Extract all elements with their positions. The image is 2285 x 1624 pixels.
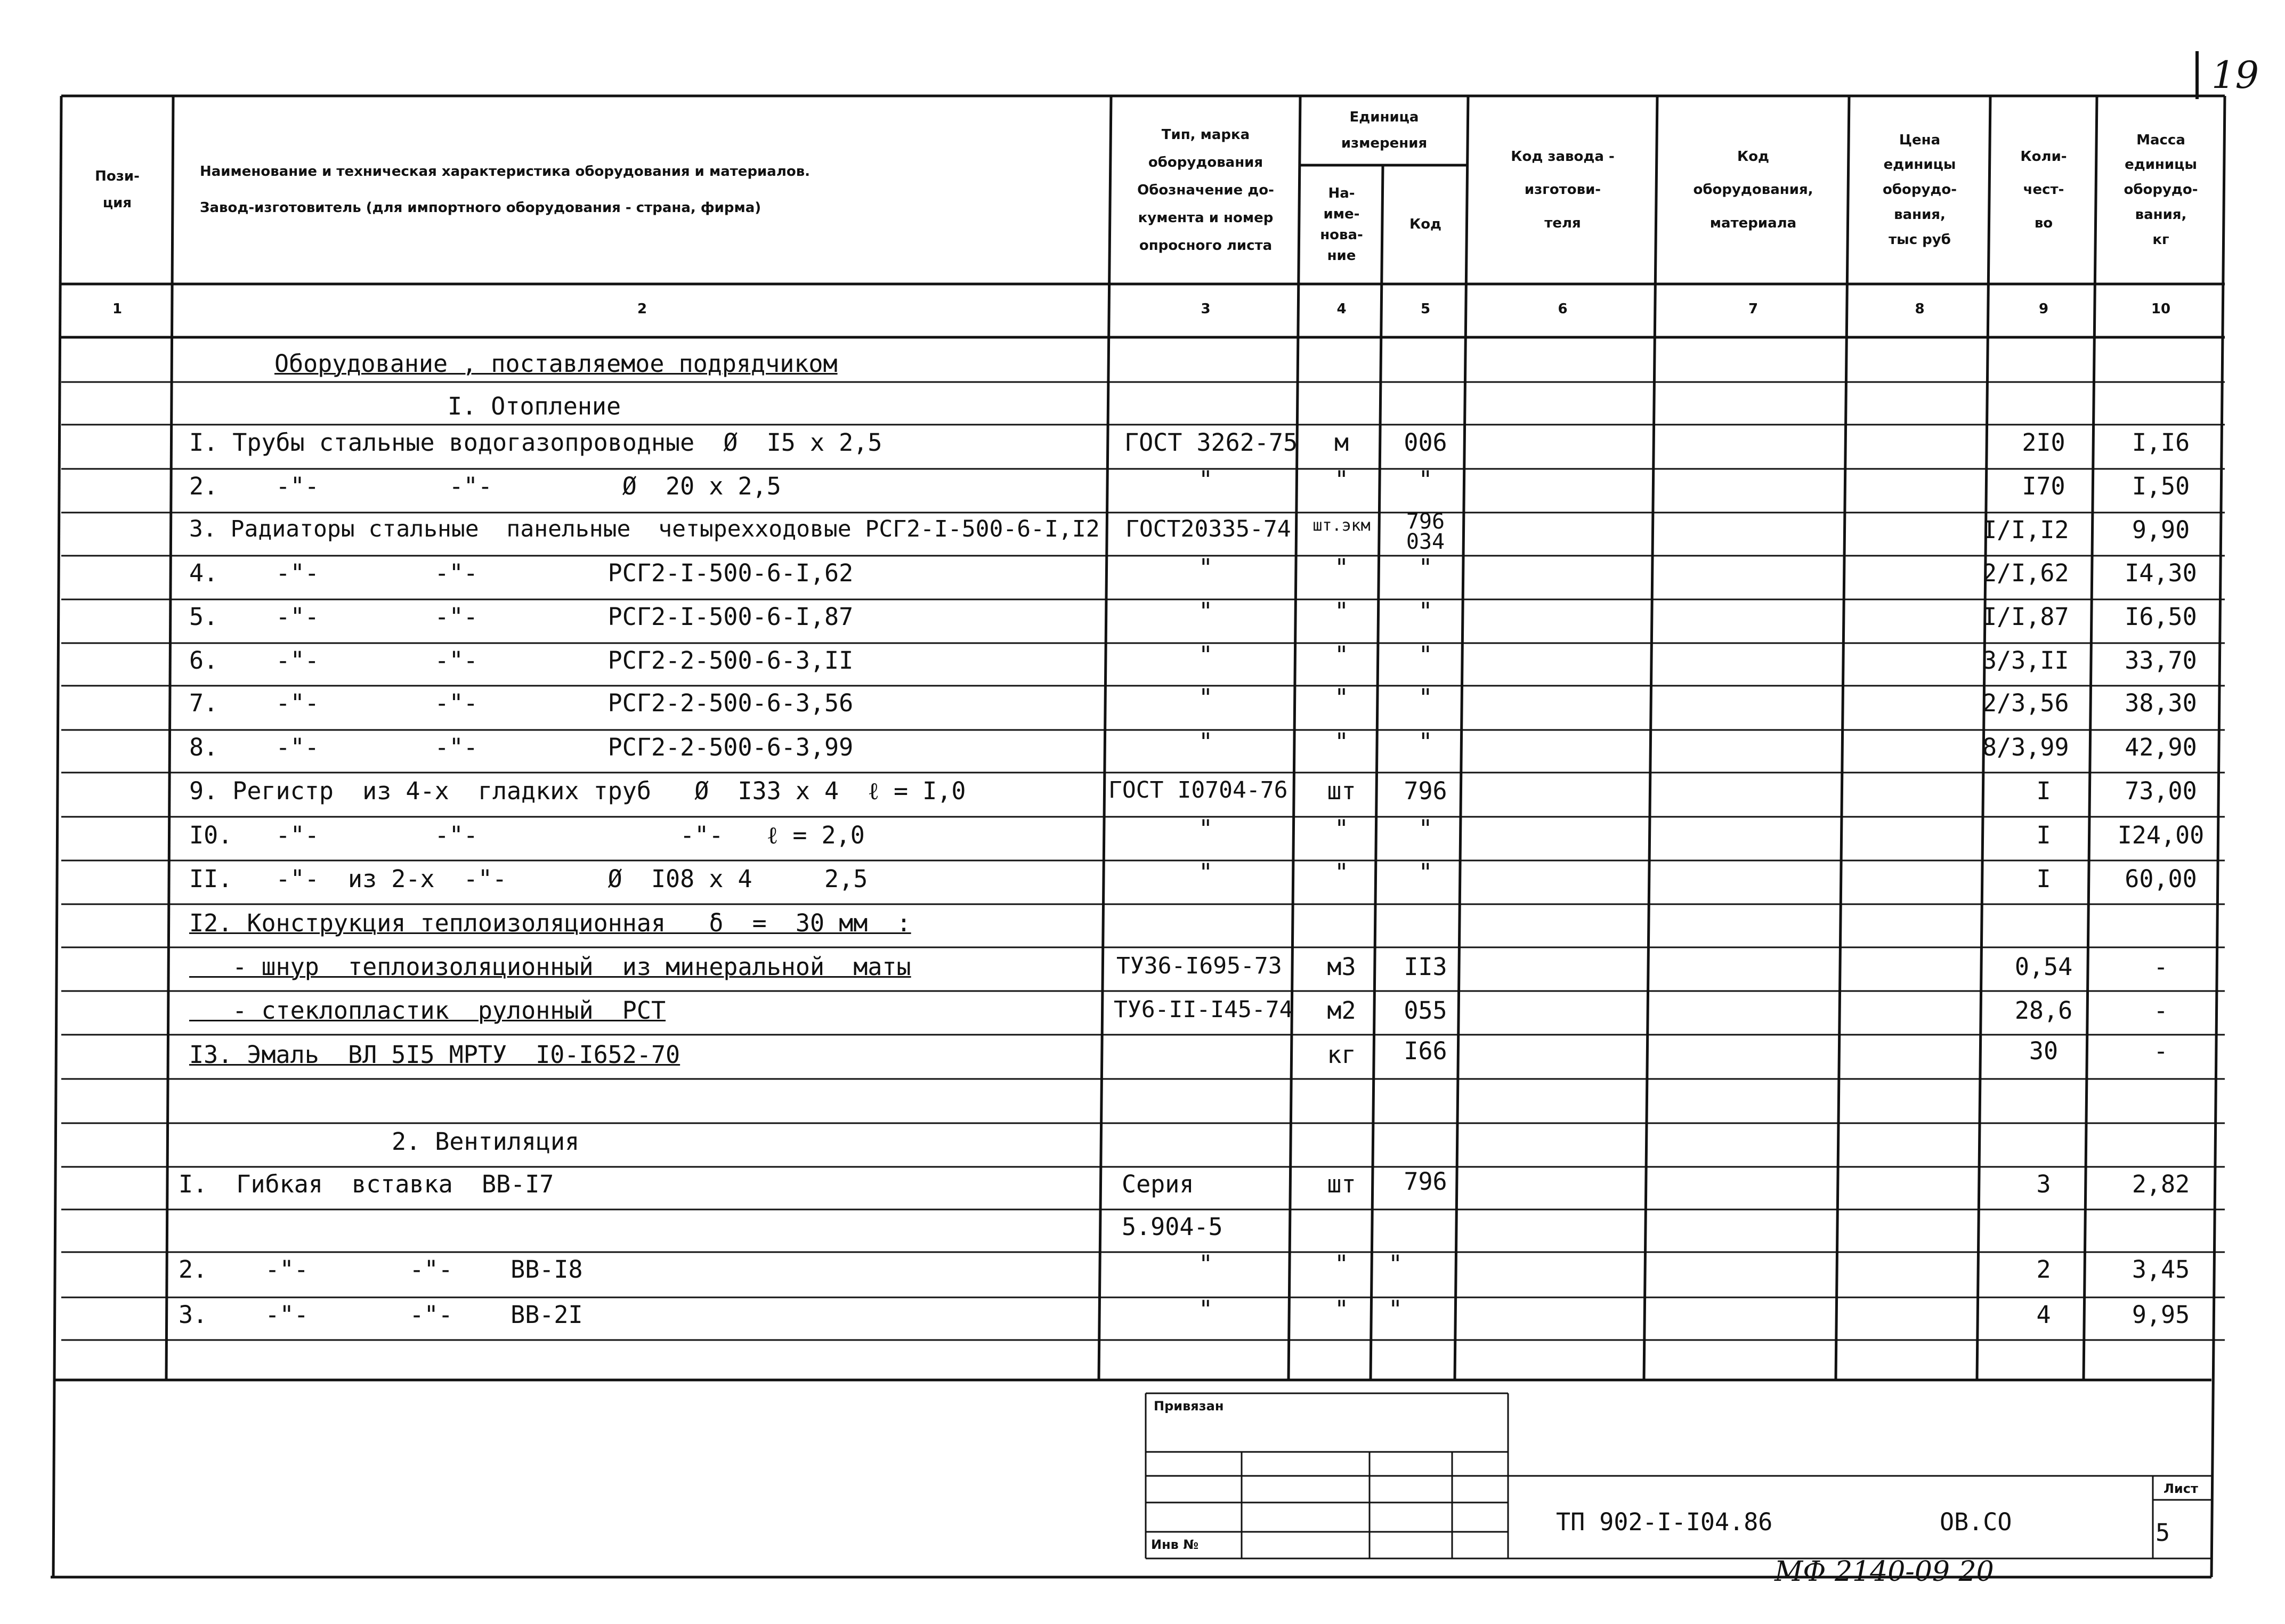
item-code: "	[1418, 684, 1433, 712]
item-unit: "	[1334, 1250, 1349, 1278]
header-type: Тип, марка оборудования Обозначение до- кумента и номер опросного листа	[1137, 126, 1274, 254]
item-unit: "	[1334, 858, 1349, 887]
item-unit: "	[1334, 728, 1349, 756]
item-code: "	[1418, 858, 1433, 887]
item-name: 5. -"- -"- РСГ2-I-500-6-I,87	[189, 603, 854, 631]
column-number: 3	[1201, 301, 1211, 317]
item-mass: -	[2153, 953, 2168, 981]
column-number: 9	[2038, 301, 2049, 317]
item-type: "	[1198, 858, 1213, 887]
item-type: "	[1198, 641, 1213, 669]
item-type: "	[1198, 554, 1213, 582]
item-code: 055	[1404, 996, 1447, 1025]
item-qty: 3	[2036, 1170, 2051, 1198]
item-mass: 73,00	[2125, 777, 2197, 805]
item-unit: "	[1334, 684, 1349, 712]
sheet-corner-mark	[2195, 51, 2199, 99]
item-code: 006	[1404, 428, 1447, 457]
item-qty: I/I,87	[1982, 603, 2069, 631]
item-code: "	[1418, 641, 1433, 669]
item-code: "	[1388, 1295, 1403, 1323]
item-type: "	[1198, 728, 1213, 756]
item-qty: 0,54	[2014, 953, 2073, 981]
column-number: 4	[1336, 301, 1347, 317]
header-quantity: Коли- чест- во	[2020, 148, 2067, 231]
item-unit: "	[1334, 641, 1349, 669]
item-code: "	[1418, 728, 1433, 756]
item-unit: м3	[1327, 953, 1356, 981]
item-mass: 2,82	[2132, 1170, 2190, 1198]
item-code: 796	[1404, 1167, 1447, 1196]
item-qty: I	[2036, 777, 2051, 805]
item-code: 796 034	[1406, 509, 1445, 554]
item-unit: м2	[1327, 996, 1356, 1025]
header-unit-code: Код	[1409, 216, 1442, 232]
section-title: Оборудование , поставляемое подрядчиком	[274, 350, 838, 378]
item-type: "	[1198, 1250, 1213, 1278]
item-mass: I24,00	[2117, 821, 2205, 849]
stamp-sheet-label: Лист	[2164, 1481, 2198, 1496]
item-qty: 2I0	[2022, 428, 2065, 457]
item-type: Серия	[1122, 1170, 1194, 1198]
item-type: ГОСТ I0704-76	[1108, 777, 1288, 803]
column-number: 1	[112, 301, 123, 317]
item-unit: шт.экм	[1312, 516, 1371, 535]
header-unit-group: Единица измерения	[1341, 109, 1428, 151]
item-mass: 9,90	[2132, 516, 2190, 544]
item-name: 8. -"- -"- РСГ2-2-500-6-3,99	[189, 733, 854, 761]
item-type: "	[1198, 684, 1213, 712]
stamp-sheet-value: 5	[2156, 1519, 2170, 1547]
item-mass: I6,50	[2125, 603, 2197, 631]
item-name: - стеклопластик рулонный РСТ	[189, 996, 666, 1025]
item-qty: 2	[2036, 1255, 2051, 1284]
item-name: I. Трубы стальные водогазопроводные Ø I5 x 2,5	[189, 428, 882, 457]
item-code: I66	[1404, 1037, 1447, 1065]
item-qty: 2/3,56	[1982, 689, 2069, 717]
item-mass: -	[2153, 996, 2168, 1025]
item-code: II3	[1404, 953, 1447, 981]
stamp-inv-label: Инв №	[1151, 1537, 1199, 1552]
item-unit: "	[1334, 815, 1349, 843]
item-name: I3. Эмаль ВЛ 5I5 МРТУ I0-I652-70	[189, 1041, 680, 1069]
item-mass: I,50	[2132, 472, 2190, 500]
item-mass: I,I6	[2132, 428, 2190, 457]
column-number: 2	[637, 301, 647, 317]
item-qty: 30	[2029, 1037, 2059, 1065]
item-type: "	[1198, 1295, 1213, 1323]
item-type: ТУ6-II-I45-74	[1114, 996, 1293, 1023]
stamp-doc-code: ТП 902-I-I04.86	[1556, 1508, 1773, 1536]
header-position: Пози- ция	[95, 168, 140, 211]
item-name: II. -"- из 2-х -"- Ø I08 x 4 2,5	[189, 865, 868, 893]
item-qty: 2/I,62	[1982, 559, 2069, 587]
stamp-attached-label: Привязан	[1154, 1399, 1224, 1414]
item-qty: 8/3,99	[1982, 733, 2069, 761]
item-qty: I/I,I2	[1982, 516, 2069, 544]
header-unit-mass: Масса единицы оборудо- вания, кг	[2124, 132, 2198, 248]
item-type: ТУ36-I695-73	[1116, 953, 1282, 979]
item-qty: 3/3,II	[1982, 646, 2069, 675]
item-type: "	[1198, 466, 1213, 494]
item-name: I2. Конструкция теплоизоляционная δ = 30 мм :	[189, 909, 911, 937]
item-code: 796	[1404, 777, 1447, 805]
header-name: Наименование и техническая характеристика оборудования и материалов. Завод-изготовитель (для импортного оборудования - страна, фирма)	[200, 163, 811, 216]
section-heading-heating: I. Отопление	[448, 392, 621, 420]
item-mass: 42,90	[2125, 733, 2197, 761]
item-unit: м	[1334, 428, 1349, 457]
item-name: 2. -"- -"- ВВ-I8	[179, 1255, 583, 1284]
stamp-section: ОВ.СО	[1940, 1508, 2012, 1536]
column-number: 6	[1558, 301, 1568, 317]
column-number: 10	[2151, 301, 2171, 317]
item-mass: 38,30	[2125, 689, 2197, 717]
item-mass: 60,00	[2125, 865, 2197, 893]
item-name: I0. -"- -"- -"- ℓ = 2,0	[189, 821, 865, 849]
item-unit: "	[1334, 466, 1349, 494]
item-mass: -	[2153, 1037, 2168, 1065]
item-unit: "	[1334, 1295, 1349, 1323]
item-qty: I	[2036, 865, 2051, 893]
column-number: 8	[1915, 301, 1925, 317]
column-number: 5	[1420, 301, 1431, 317]
item-unit: шт	[1327, 1170, 1356, 1198]
item-qty: I	[2036, 821, 2051, 849]
header-unit-name: На- име- нова- ние	[1320, 185, 1363, 264]
item-name: I. Гибкая вставка ВВ-I7	[179, 1170, 554, 1198]
item-mass: 3,45	[2132, 1255, 2190, 1284]
item-name: - шнур теплоизоляционный из минеральной маты	[189, 953, 911, 981]
item-mass: 33,70	[2125, 646, 2197, 675]
item-type: ГОСТ 3262-75	[1124, 428, 1298, 457]
item-code: "	[1388, 1250, 1403, 1278]
item-qty: 4	[2036, 1301, 2051, 1329]
column-number: 7	[1748, 301, 1759, 317]
item-qty: I70	[2022, 472, 2065, 500]
item-code: "	[1418, 597, 1433, 626]
item-mass: 9,95	[2132, 1301, 2190, 1329]
section-heading-ventilation: 2. Вентиляция	[392, 1127, 580, 1156]
header-factory-code: Код завода - изготови- теля	[1511, 148, 1615, 231]
header-equipment-code: Код оборудования, материала	[1693, 148, 1813, 231]
item-unit: шт	[1327, 777, 1356, 805]
item-type: ГОСТ20335-74	[1125, 516, 1291, 542]
item-name: 3. -"- -"- ВВ-2I	[179, 1301, 583, 1329]
header-unit-price: Цена единицы оборудо- вания, тыс руб	[1882, 132, 1957, 248]
item-unit: "	[1334, 554, 1349, 582]
item-code: "	[1418, 554, 1433, 582]
item-unit: кг	[1327, 1041, 1356, 1069]
sheet-corner-number: 19	[2211, 53, 2259, 97]
item-type: "	[1198, 597, 1213, 626]
item-qty: 28,6	[2014, 996, 2073, 1025]
item-code: "	[1418, 466, 1433, 494]
item-name: 4. -"- -"- РСГ2-I-500-6-I,62	[189, 559, 854, 587]
bottom-note: МФ 2140-09 20	[1774, 1556, 1994, 1588]
item-mass: I4,30	[2125, 559, 2197, 587]
item-name: 3. Радиаторы стальные панельные четырехходовые РСГ2-I-500-6-I,I2	[189, 516, 1100, 542]
item-unit: "	[1334, 597, 1349, 626]
item-type: 5.904-5	[1122, 1213, 1223, 1241]
item-name: 7. -"- -"- РСГ2-2-500-6-3,56	[189, 689, 854, 717]
item-name: 6. -"- -"- РСГ2-2-500-6-3,II	[189, 646, 854, 675]
item-type: "	[1198, 815, 1213, 843]
item-name: 2. -"- -"- Ø 20 x 2,5	[189, 472, 781, 500]
item-code: "	[1418, 815, 1433, 843]
item-name: 9. Регистр из 4-х гладких труб Ø I33 x 4 ℓ = I,0	[189, 777, 966, 805]
